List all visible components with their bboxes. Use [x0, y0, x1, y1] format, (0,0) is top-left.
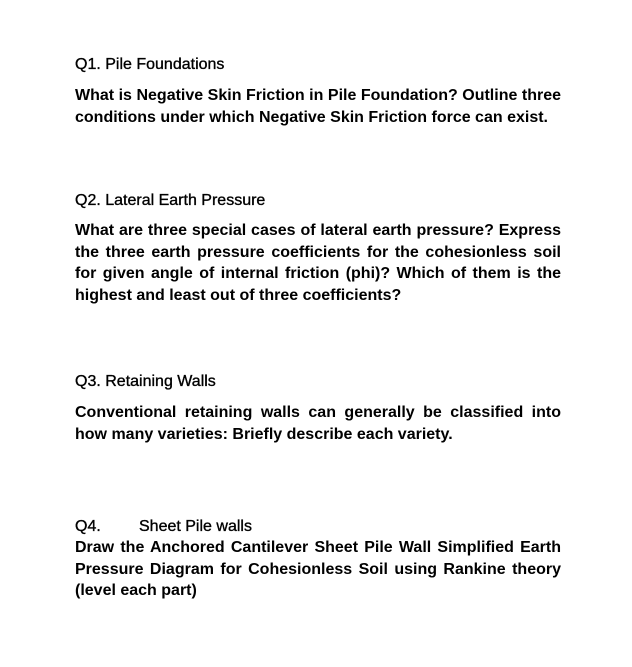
- question-4-number: Q4.: [75, 518, 101, 535]
- question-4-body: Draw the Anchored Cantilever Sheet Pile Wall Simplified Earth Pressure Diagram for Cohesionless Soil using Rankine theory (level each part): [75, 539, 561, 599]
- question-2-body: What are three special cases of lateral earth pressure? Express the three earth pressure coefficients for the cohesionless soil for given angle of internal friction (phi)? Which of them is the highest and least out of three coefficients?: [75, 222, 561, 304]
- question-3-body: Conventional retaining walls can generally be classified into how many varieties: Briefly describe each variety.: [75, 404, 561, 443]
- question-1-heading: Q1. Pile Foundations: [75, 56, 225, 73]
- question-4-title: Sheet Pile walls: [139, 518, 252, 535]
- question-4-heading: [75, 517, 561, 536]
- question-3-heading: Q3. Retaining Walls: [75, 373, 216, 390]
- question-2-heading: Q2. Lateral Earth Pressure: [75, 192, 266, 209]
- question-4: [75, 517, 561, 602]
- question-2: [75, 191, 561, 306]
- question-3: [75, 372, 561, 445]
- question-1-body: What is Negative Skin Friction in Pile Foundation? Outline three conditions under which Negative Skin Friction force can exist.: [75, 87, 561, 126]
- question-1: [75, 55, 561, 128]
